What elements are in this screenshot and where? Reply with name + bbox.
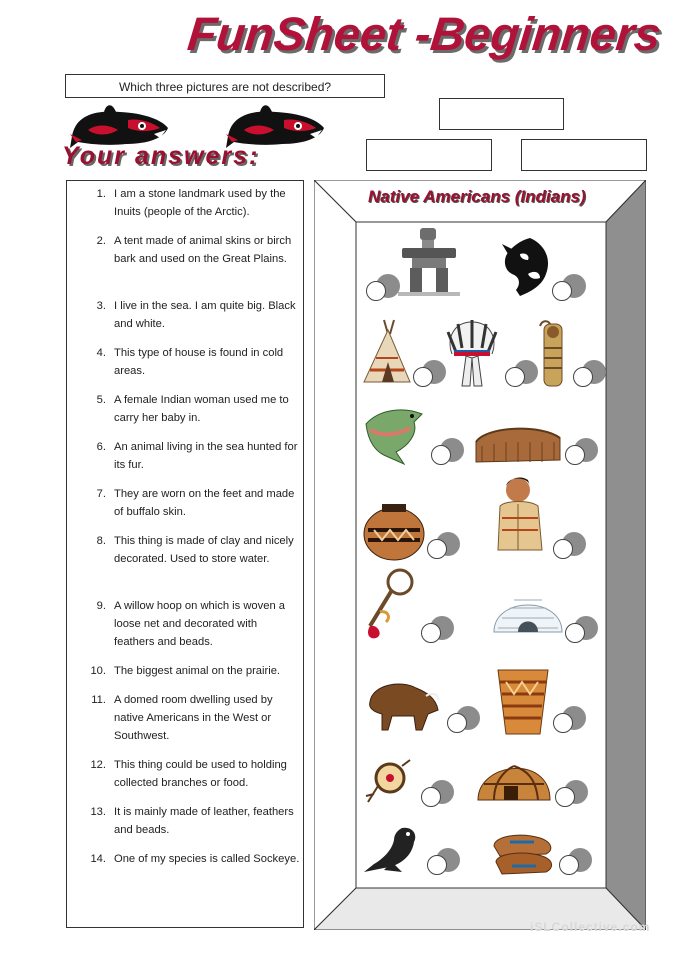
list-item [76, 757, 300, 793]
hoop-picture [364, 756, 414, 806]
answer-circle[interactable] [421, 623, 441, 643]
answer-circle[interactable] [552, 281, 572, 301]
list-item [76, 298, 300, 334]
orca-picture [500, 234, 556, 300]
item-number: 3. [96, 300, 106, 312]
list-item [76, 439, 300, 475]
cradleboard-picture [538, 318, 568, 388]
answer-circle[interactable] [555, 787, 575, 807]
answer-circle[interactable] [559, 855, 579, 875]
item-number: 4. [96, 347, 106, 359]
watermark: iSLCollective.com [530, 920, 651, 934]
salmon-picture [362, 404, 428, 468]
buffalo-picture [362, 676, 442, 734]
answer-box-3[interactable] [521, 139, 647, 171]
item-number: 1. [96, 188, 106, 200]
clay-pot-picture [362, 500, 426, 562]
answer-circle[interactable] [366, 281, 386, 301]
item-text: This thing is made of clay and nicely decorated. Used to store water. [114, 535, 294, 565]
item-text: It is mainly made of leather, feathers and beads. [114, 806, 294, 836]
list-item [76, 663, 300, 681]
tipi-picture [362, 318, 412, 388]
list-item [76, 486, 300, 522]
item-number: 6. [96, 441, 106, 453]
basket-picture [494, 664, 552, 738]
item-number: 11. [91, 694, 106, 706]
list-item [76, 804, 300, 840]
worksheet-title: FunSheet -Beginners [185, 7, 664, 60]
list-item [76, 533, 300, 569]
item-text: A female Indian woman used me to carry her baby in. [114, 394, 289, 424]
item-text: The biggest animal on the prairie. [114, 665, 281, 677]
item-number: 8. [96, 535, 106, 547]
question-box: Which three pictures are not described? [65, 74, 385, 98]
answer-circle[interactable] [553, 539, 573, 559]
answer-circle[interactable] [565, 623, 585, 643]
answer-circle[interactable] [553, 713, 573, 733]
seal-picture [362, 822, 426, 874]
answer-circle[interactable] [413, 367, 433, 387]
item-text: A domed room dwelling used by native Americans in the West or Southwest. [114, 694, 273, 742]
list-item [76, 598, 300, 651]
answer-circle[interactable] [505, 367, 525, 387]
headdress-picture [440, 318, 504, 388]
item-number: 12. [90, 759, 106, 771]
item-text: This thing could be used to holding collected branches or food. [114, 759, 287, 789]
list-item [76, 392, 300, 428]
list-item [76, 692, 300, 745]
item-number: 9. [96, 600, 106, 612]
igloo-picture [488, 578, 568, 638]
item-text: One of my species is called Sockeye. [114, 853, 300, 865]
answer-circle[interactable] [431, 445, 451, 465]
item-number: 14. [90, 853, 106, 865]
item-number: 5. [96, 394, 106, 406]
answers-label: Your answers: [62, 142, 260, 170]
list-item [76, 186, 300, 222]
item-number: 2. [96, 235, 106, 247]
item-number: 13. [90, 806, 106, 818]
native-person-picture [490, 474, 550, 560]
answer-box-2[interactable] [366, 139, 492, 171]
item-number: 10. [90, 665, 106, 677]
answer-circle[interactable] [421, 787, 441, 807]
panel-title: Native Americans (Indians) [368, 187, 586, 206]
answer-box-1[interactable] [439, 98, 564, 130]
answer-circle[interactable] [565, 445, 585, 465]
answer-circle[interactable] [427, 539, 447, 559]
item-text: This type of house is found in cold areas. [114, 347, 284, 377]
list-item [76, 233, 300, 269]
item-text: A willow hoop on which is woven a loose net and decorated with feathers and beads. [114, 600, 286, 648]
item-number: 7. [96, 488, 106, 500]
item-text: I am a stone landmark used by the Inuits (people of the Arctic). [114, 188, 286, 218]
item-text: I live in the sea. I am quite big. Black and white. [114, 300, 296, 330]
answer-circle[interactable] [447, 713, 467, 733]
item-text: A tent made of animal skins or birch bark and used on the Great Plains. [114, 235, 292, 265]
list-item [76, 851, 300, 869]
inukshuk-picture [398, 226, 460, 298]
moccasins-picture [490, 828, 556, 876]
longhouse-picture [472, 420, 564, 466]
hogan-picture [474, 744, 554, 806]
list-item [76, 345, 300, 381]
item-text: An animal living in the sea hunted for its fur. [114, 441, 298, 471]
answer-circle[interactable] [427, 855, 447, 875]
item-text: They are worn on the feet and made of buffalo skin. [114, 488, 295, 518]
answer-circle[interactable] [573, 367, 593, 387]
dreamcatcher-picture [362, 566, 424, 644]
